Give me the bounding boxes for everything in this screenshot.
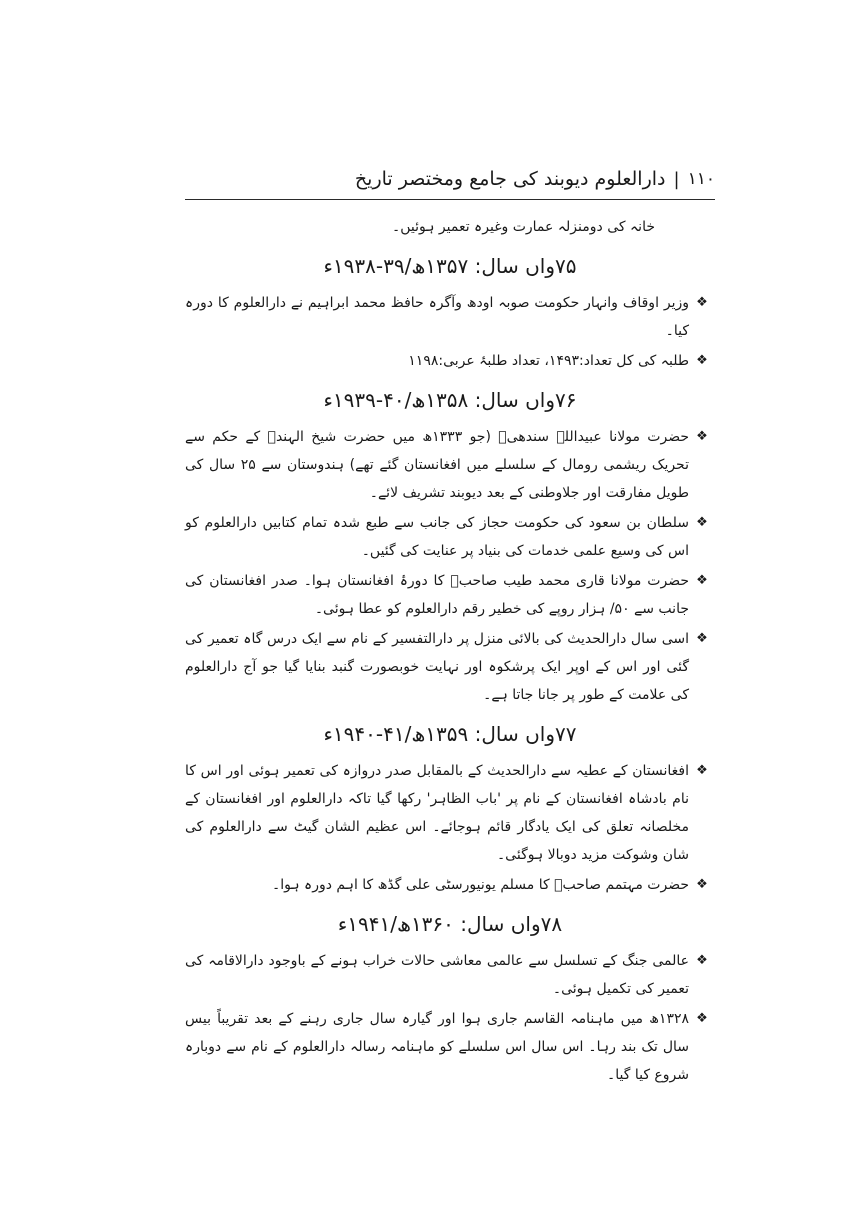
section-heading: ۷۸واں سال: ۱۳۶۰ھ/۱۹۴۱ء [337,912,563,936]
running-header [185,158,715,200]
list-item [185,947,715,1003]
diamond-bullet-icon: ❖ [696,631,708,646]
diamond-bullet-icon: ❖ [696,515,708,530]
diamond-bullet-icon: ❖ [696,763,708,778]
list-item-text: افغانستان کے عطیہ سے دارالحدیث کے بالمقابل صدر دروازہ کی تعمیر ہوئی اور اس کا نام بادشاہ افغانستان کے نام پر 'باب الظاہر' رکھا گیا تاکہ دارالعلوم اور افغانستان کے مخلصانہ تعلق کی ایک یادگار قائم ہوجائے۔ اس عظیم الشان گیٹ سے دارالعلوم کی شان وشوکت مزید دوبالا ہوگئی۔ [185,763,689,863]
list-item-text: حضرت مولانا قاری محمد طیب صاحبؒ کا دورۂ افغانستان ہوا۔ صدر افغانستان کی جانب سے ۵۰/ ہزار روپے کی خطیر رقم دارالعلوم کو عطا ہوئی۔ [185,573,689,617]
list-item [185,509,715,565]
diamond-bullet-icon: ❖ [696,573,708,588]
list-item [185,625,715,709]
diamond-bullet-icon: ❖ [696,295,708,310]
page-content [185,213,715,1083]
section-heading: ۷۶واں سال: ۱۳۵۸ھ/۴۰-۱۹۳۹ء [323,388,577,412]
header-separator: | [673,168,680,190]
list-item-text: اسی سال دارالحدیث کی بالائی منزل پر دارالتفسیر کے نام سے ایک درس گاہ تعمیر کی گئی اور اس کے اوپر ایک پرشکوہ اور نہایت خوبصورت گنبد بنایا گیا جو آج دارالعلوم کی علامت کے طور پر جانا جاتا ہے۔ [185,631,689,703]
list-item-text: حضرت مولانا عبیداللہ سندھیؒ (جو ۱۳۳۳ھ میں حضرت شیخ الہندؒ کے حکم سے تحریک ریشمی رومال کے سلسلے میں افغانستان گئے تھے) ہندوستان سے ۲۵ سال کی طویل مفارقت اور جلاوطنی کے بعد دیوبند تشریف لائے۔ [185,429,689,501]
list-item [185,289,715,345]
diamond-bullet-icon: ❖ [696,429,708,444]
list-item [185,347,715,375]
list-item-text: سلطان بن سعود کی حکومت حجاز کی جانب سے طبع شدہ تمام کتابیں دارالعلوم کو اس کی وسیع علمی خدمات کی بنیاد پر عنایت کی گئیں۔ [185,515,689,559]
list-item-text: ۱۳۲۸ھ میں ماہنامہ القاسم جاری ہوا اور گیارہ سال جاری رہنے کے بعد تقریباً بیس سال تک بند رہا۔ اس سال اس سلسلے کو ماہنامہ رسالہ دارالعلوم کے نام سے دوبارہ شروع کیا گیا۔ [185,1011,689,1083]
list-item [185,423,715,507]
list-item-text: طلبہ کی کل تعداد:۱۴۹۳، تعداد طلبۂ عربی:۱۱۹۸ [408,353,689,369]
list-item [185,757,715,869]
list-item [185,567,715,623]
book-title: دارالعلوم دیوبند کی جامع ومختصر تاریخ [354,168,666,190]
list-item [185,871,715,899]
header-rule [185,199,715,200]
list-item-text: وزیر اوقاف وانہار حکومت صوبہ اودھ وآگرہ حافظ محمد ابراہیم نے دارالعلوم کا دورہ کیا۔ [185,295,689,339]
list-item [185,1005,715,1089]
list-item-text: حضرت مہتمم صاحبؒ کا مسلم یونیورسٹی علی گڈھ کا اہم دورہ ہوا۔ [272,877,689,893]
list-item-text: عالمی جنگ کے تسلسل سے عالمی معاشی حالات خراب ہونے کے باوجود دارالاقامہ کی تعمیر کی تکمیل ہوئی۔ [185,953,689,997]
section-heading: ۷۵واں سال: ۱۳۵۷ھ/۳۹-۱۹۳۸ء [323,254,577,278]
section-heading: ۷۷واں سال: ۱۳۵۹ھ/۴۱-۱۹۴۰ء [323,722,577,746]
diamond-bullet-icon: ❖ [696,877,708,892]
diamond-bullet-icon: ❖ [696,353,708,368]
diamond-bullet-icon: ❖ [696,1011,708,1026]
page-number: ۱۱۰ [687,169,715,189]
intro-line: خانہ کی دومنزلہ عمارت وغیرہ تعمیر ہوئیں۔ [392,219,655,235]
diamond-bullet-icon: ❖ [696,953,708,968]
